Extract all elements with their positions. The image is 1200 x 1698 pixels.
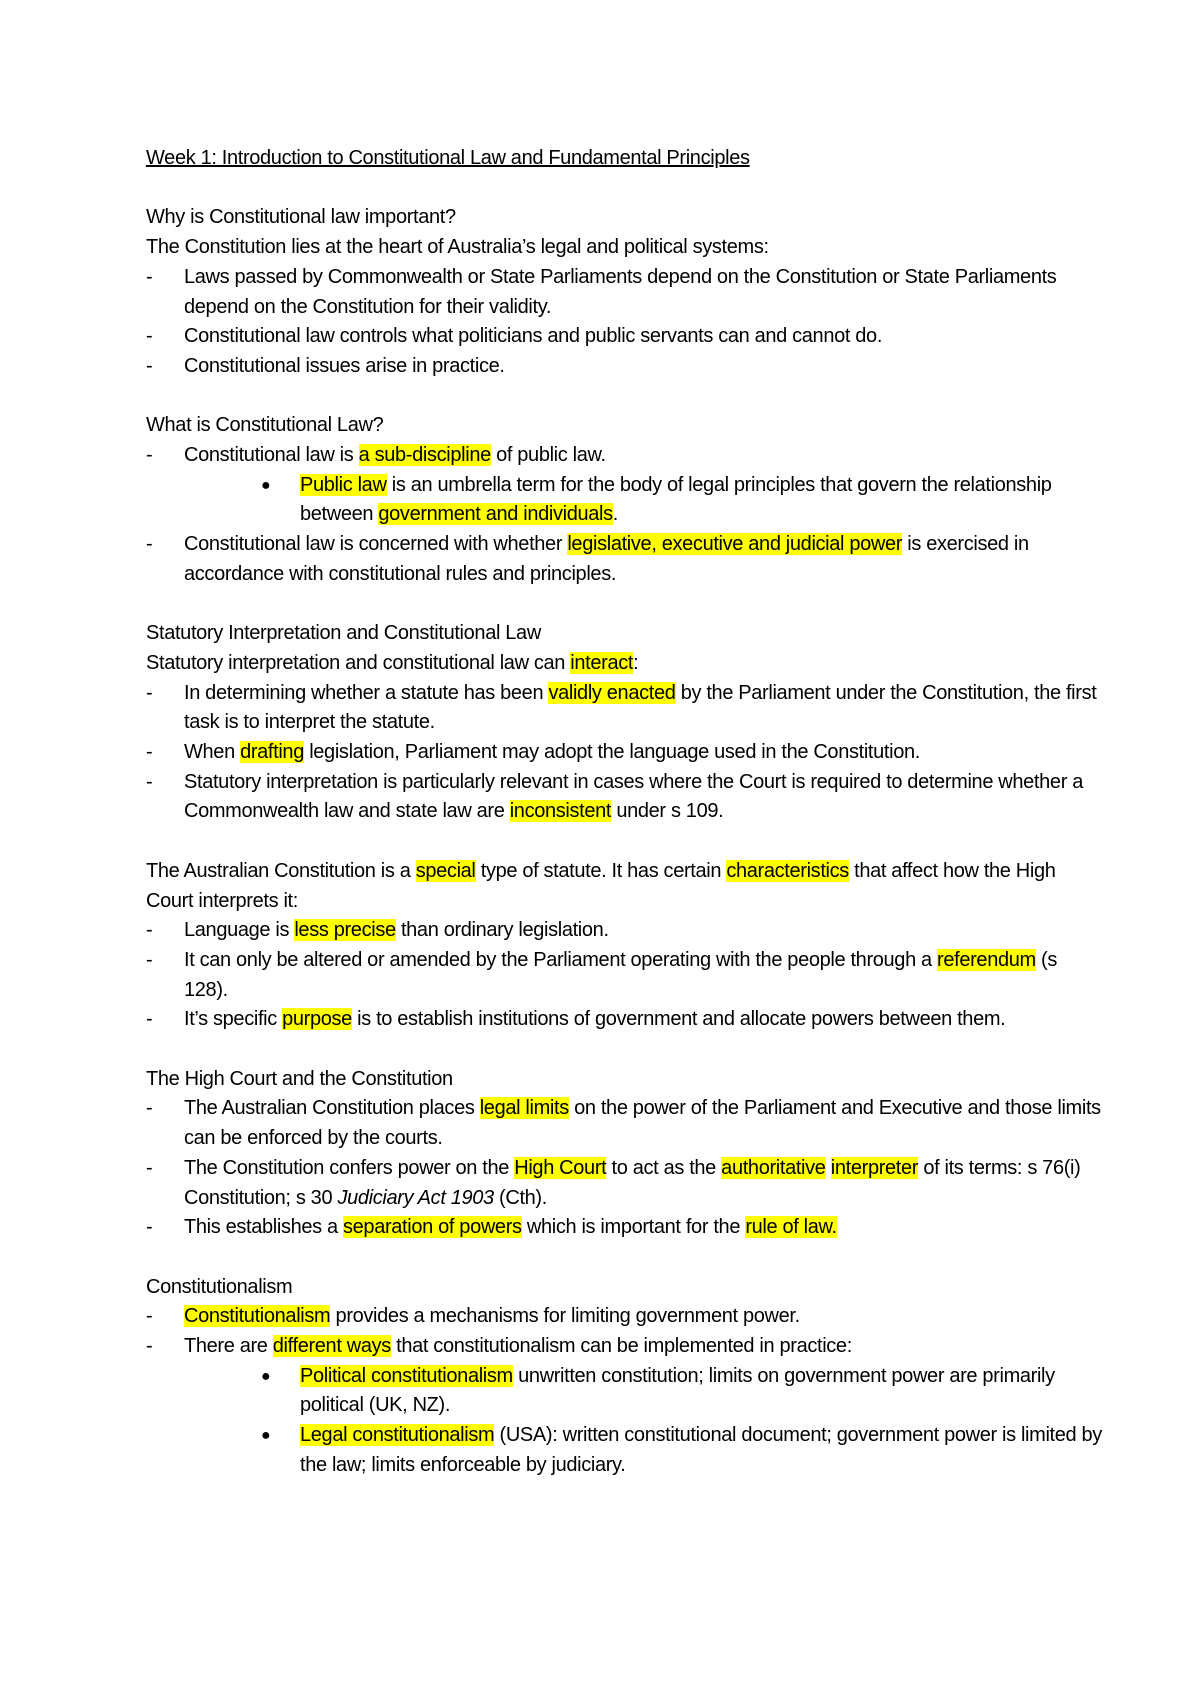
dash-bullet: - <box>146 1156 153 1179</box>
dash-bullet: - <box>146 265 153 288</box>
section-heading: Statutory Interpretation and Constitutional Law <box>146 622 541 645</box>
text-run: Constitutional law is concerned with whether <box>184 533 568 556</box>
dash-bullet: - <box>146 681 153 704</box>
list-item-text: Laws passed by Commonwealth or State Parliaments depend on the Constitution or State Parliaments depend on the Constitution for their validity. <box>184 265 1057 318</box>
paragraph <box>146 857 1106 916</box>
highlight: authoritative <box>721 1156 826 1179</box>
text-run: than ordinary legislation. <box>395 919 609 942</box>
text-run: that affect how the High Court interprets it: <box>146 859 1056 912</box>
highlight: a sub-discipline <box>358 444 491 466</box>
highlight: High Court <box>514 1156 607 1179</box>
text-run: that constitutionalism can be implemented in practice: <box>390 1335 852 1358</box>
text-run: provides a mechanisms for limiting government power. <box>330 1305 800 1328</box>
dash-bullet: - <box>146 948 153 971</box>
highlight: characteristics <box>726 859 849 882</box>
list-item-text: Constitutional issues arise in practice. <box>184 354 505 377</box>
highlight: interact <box>570 651 634 674</box>
highlight: validly enacted <box>548 681 676 704</box>
highlight: interpreter <box>830 1156 919 1179</box>
page-title: Week 1: Introduction to Constitutional Law and Fundamental Principles <box>146 147 750 169</box>
text-run: legislation, Parliament may adopt the language used in the Constitution. <box>303 741 920 764</box>
list-item <box>146 738 1106 768</box>
document-body <box>146 144 1106 1481</box>
text-run: Statutory interpretation and constitutional law can <box>146 651 571 674</box>
act-citation: Judiciary Act 1903 <box>337 1186 494 1209</box>
section-heading: Constitutionalism <box>146 1275 293 1298</box>
highlight: purpose <box>282 1008 352 1031</box>
text-run: which is important for the <box>521 1216 746 1239</box>
dash-bullet: - <box>146 325 153 348</box>
dash-bullet: - <box>146 919 153 942</box>
dot-bullet: ● <box>261 1427 271 1445</box>
section-heading: What is Constitutional Law? <box>146 414 384 437</box>
list-item <box>146 1302 1106 1332</box>
highlight: inconsistent <box>509 800 612 823</box>
dash-bullet: - <box>146 1008 153 1031</box>
list-item-text: Constitutional law controls what politicians and public servants can and cannot do. <box>184 325 883 348</box>
highlight: legal limits <box>479 1097 569 1120</box>
dot-bullet: ● <box>261 476 271 494</box>
list-item <box>146 530 1106 589</box>
text-run: . <box>612 503 618 526</box>
highlight: legislative, executive and judicial power <box>567 533 903 556</box>
highlight: Political constitutionalism <box>300 1364 513 1387</box>
text-run: The Constitution confers power on the <box>184 1156 515 1179</box>
section-heading: Why is Constitutional law important? <box>146 206 456 229</box>
list-item <box>146 1005 1106 1035</box>
highlight: separation of powers <box>343 1216 522 1239</box>
paragraph: The Constitution lies at the heart of Australia’s legal and political systems: <box>146 236 769 259</box>
text-run: (Cth). <box>493 1186 547 1209</box>
text-run: Language is <box>184 919 295 942</box>
dash-bullet: - <box>146 1335 153 1358</box>
text-run: of its terms: s 76(i) Constitution; s 30 <box>184 1156 1081 1209</box>
text-run: The Australian Constitution is a <box>146 859 416 882</box>
highlight: Legal constitutionalism <box>300 1424 495 1447</box>
text-run: In determining whether a statute has been <box>184 681 549 704</box>
dash-bullet: - <box>146 770 153 793</box>
dot-bullet: ● <box>261 1367 271 1385</box>
text-run: to act as the <box>606 1156 722 1179</box>
text-run: by the Parliament under the Constitution, the first task is to interpret the statute. <box>184 681 1097 734</box>
list-item <box>146 1154 1106 1213</box>
text-run: Statutory interpretation is particularly relevant in cases where the Court is required to determine whether a Commonwealth law and state law are <box>184 770 1083 823</box>
text-run: It can only be altered or amended by the Parliament operating with the people through a <box>184 948 938 971</box>
list-item <box>146 1213 1106 1243</box>
text-run: Constitutional law is <box>184 444 359 466</box>
text-run: When <box>184 741 241 764</box>
sub-list-item <box>146 1362 1106 1421</box>
list-item <box>146 916 1106 946</box>
text-run: : <box>633 651 639 674</box>
text-run: There are <box>184 1335 273 1358</box>
dash-bullet: - <box>146 354 153 377</box>
dash-bullet: - <box>146 1216 153 1239</box>
highlight: less precise <box>294 919 396 942</box>
highlight: different ways <box>272 1335 391 1358</box>
dash-bullet: - <box>146 741 153 764</box>
dash-bullet: - <box>146 533 153 556</box>
text-run: (USA): written constitutional document; government power is limited by the law; limits enforceable by judiciary. <box>300 1424 1102 1476</box>
list-item <box>146 1094 1106 1153</box>
list-item <box>146 946 1106 1005</box>
highlight: referendum <box>937 948 1036 971</box>
section-heading: The High Court and the Constitution <box>146 1067 453 1090</box>
text-run: is exercised in accordance with constitutional rules and principles. <box>184 533 1029 585</box>
text-run: This establishes a <box>184 1216 343 1239</box>
list-item <box>146 322 1106 352</box>
highlight: special <box>415 859 476 882</box>
text-run: of public law. <box>490 444 606 466</box>
list-item <box>146 768 1106 827</box>
sub-list-item <box>146 1421 1106 1480</box>
text-run: under s 109. <box>611 800 724 823</box>
dash-bullet: - <box>146 444 153 466</box>
text-run: is to establish institutions of government and allocate powers between them. <box>351 1008 1006 1031</box>
list-item <box>146 263 1106 322</box>
list-item <box>146 679 1106 738</box>
text-run: It’s specific <box>184 1008 283 1031</box>
highlight: rule of law. <box>745 1216 837 1239</box>
text-run: unwritten constitution; limits on government power are primarily political (UK, NZ). <box>300 1364 1055 1417</box>
text-run <box>826 1157 831 1179</box>
list-item <box>146 1332 1106 1362</box>
text-run: on the power of the Parliament and Executive and those limits can be enforced by the courts. <box>184 1097 1101 1150</box>
dash-bullet: - <box>146 1097 153 1120</box>
text-run: (s 128). <box>184 948 1057 1001</box>
list-item <box>146 352 1106 382</box>
paragraph <box>146 649 1106 679</box>
text-run: type of statute. It has certain <box>475 859 727 882</box>
highlight: government and individuals <box>378 503 613 526</box>
text-run: is an umbrella term for the body of legal principles that govern the relationship between <box>300 473 1052 526</box>
highlight: drafting <box>240 741 304 764</box>
text-run: The Australian Constitution places <box>184 1097 480 1120</box>
highlight: Constitutionalism <box>184 1305 331 1328</box>
highlight: Public law <box>300 473 387 496</box>
list-item <box>146 441 1106 471</box>
sub-list-item <box>146 471 1106 530</box>
dash-bullet: - <box>146 1305 153 1328</box>
